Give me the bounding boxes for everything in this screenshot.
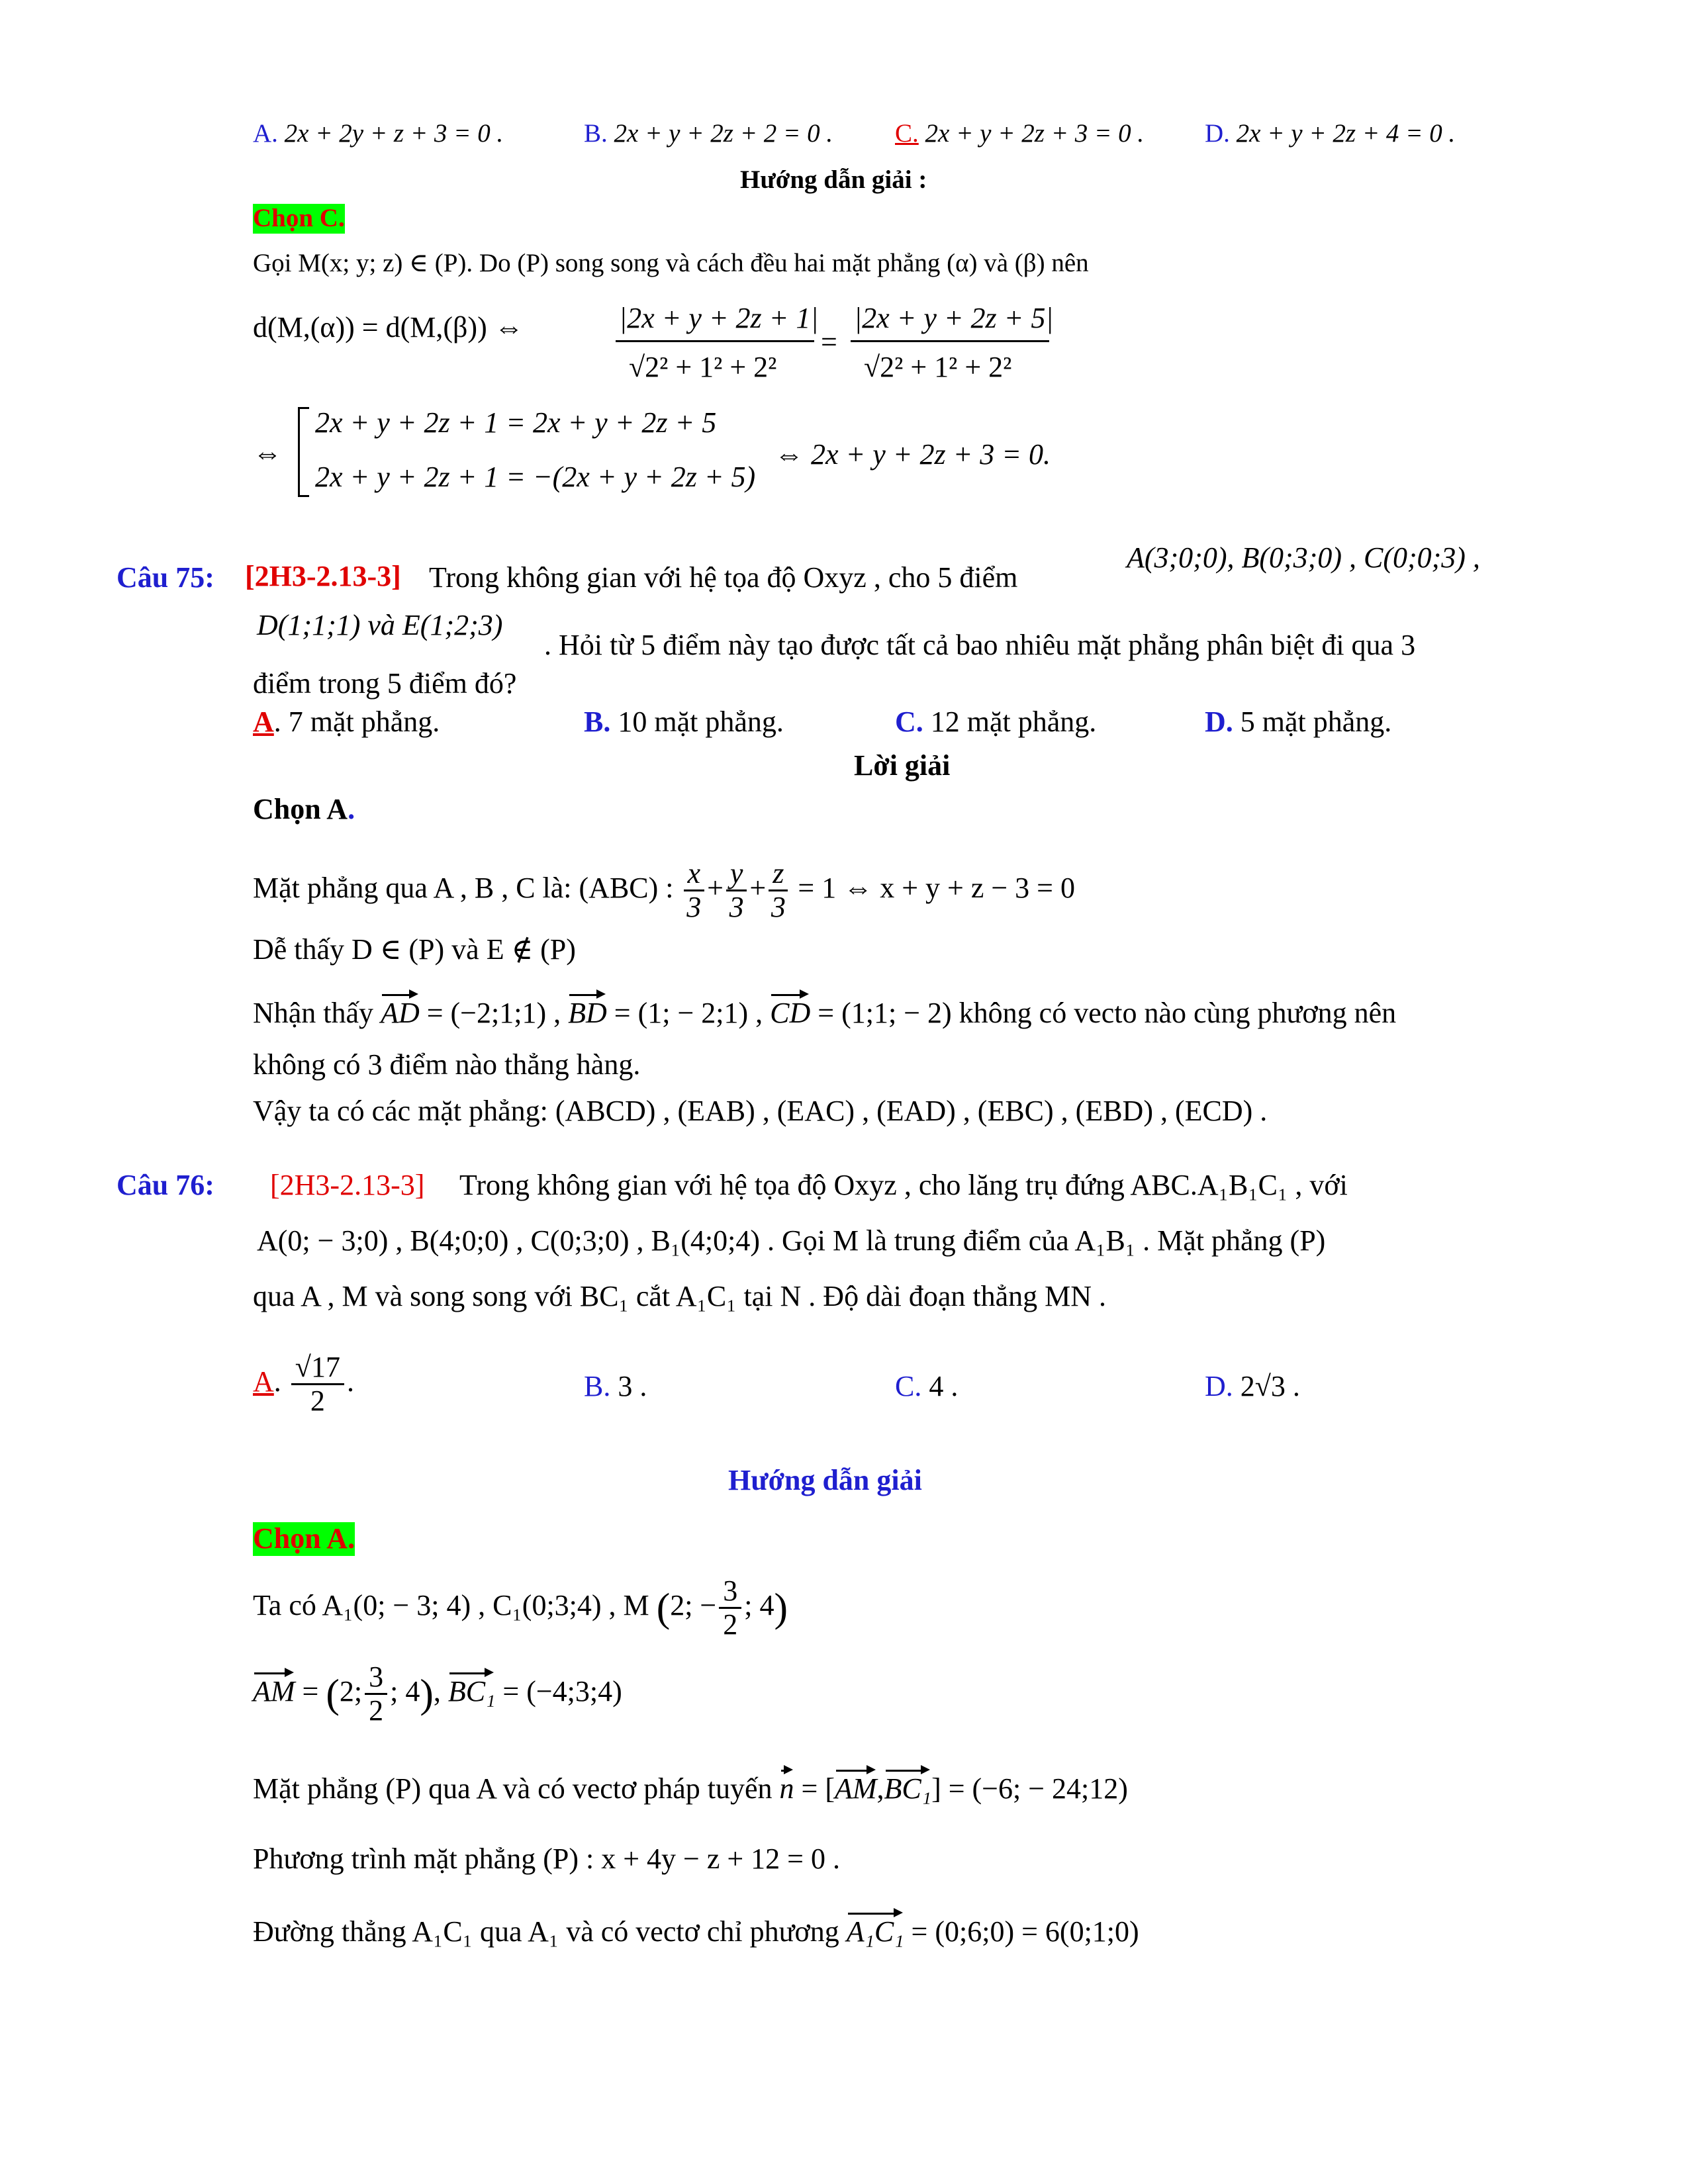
q76-option-d-text: 2√3 . <box>1240 1370 1300 1402</box>
q75-option-c-letter: C. <box>895 705 923 738</box>
q76-line4: Phương trình mặt phẳng (P) : x + 4y − z + 12 = 0 . <box>253 1843 840 1875</box>
q75-option-d-letter: D. <box>1205 705 1233 738</box>
q75-option-c-text: 12 mặt phẳng. <box>930 705 1097 738</box>
q74-option-d: 2x + y + 2z + 4 = 0 . <box>1236 119 1456 148</box>
vector-cd-value: = (1;1; − 2) không có vecto nào cùng phương nên <box>818 997 1397 1029</box>
q75-text2: . Hỏi từ 5 điểm này tạo được tất cả bao nhiêu mặt phẳng phân biệt đi qua 3 <box>544 629 1416 661</box>
q74-option-d-row <box>1205 119 1455 149</box>
q76-option-a-num: √17 <box>291 1351 344 1385</box>
q74-option-d-letter: D. <box>1205 119 1230 148</box>
vector-bc1-2: BC₁ <box>884 1772 932 1805</box>
q75-frac-y-den: 3 <box>729 891 744 924</box>
q74-system-result: ⇔ 2x + y + 2z + 3 = 0. <box>774 438 1051 471</box>
q75-frac-y-num: y <box>726 858 747 891</box>
vector-a1c1: A₁C₁ <box>846 1915 904 1948</box>
q75-option-a-letter: A <box>253 705 274 738</box>
q75-line2: Dễ thấy D ∈ (P) và E ∉ (P) <box>253 933 576 966</box>
q75-code: [2H3-2.13-3] <box>245 560 401 592</box>
q75-points-1: A(3;0;0), B(0;3;0) , C(0;0;3) , <box>1127 541 1480 574</box>
q74-option-a: 2x + 2y + z + 3 = 0 . <box>284 119 504 148</box>
q74-option-b-letter: B. <box>584 119 608 148</box>
q74-system-line2: 2x + y + 2z + 1 = −(2x + y + 2z + 5) <box>315 461 756 493</box>
q75-option-a-text: . 7 mặt phẳng. <box>273 705 440 738</box>
q74-system-line1: 2x + y + 2z + 1 = 2x + y + 2z + 5 <box>315 406 717 439</box>
q75-line3-pre: Nhận thấy <box>253 997 374 1029</box>
q74-option-b-row <box>584 119 833 149</box>
q76-option-a: A. $\frac{√17}{2}$ . <box>253 1351 354 1418</box>
q76-guide-title: Hướng dẫn giải <box>728 1464 922 1496</box>
q74-iff-symbol: ⇔ <box>253 437 282 469</box>
q76-option-a-letter: A <box>253 1365 274 1398</box>
q75-text3: điểm trong 5 điểm đó? <box>253 667 517 700</box>
vector-ad: AD <box>381 997 420 1029</box>
q76-line3: Mặt phẳng (P) qua A và có vectơ pháp tuyến n = [AM,BC₁] = (−6; − 24;12) <box>253 1772 1128 1805</box>
vector-am: AM <box>253 1674 295 1707</box>
q74-line2-left: d(M,(α)) = d(M,(β)) ⇔ <box>253 311 524 343</box>
q75-option-c <box>895 705 1096 739</box>
q74-options-row <box>253 119 503 149</box>
q76-option-c <box>895 1370 958 1404</box>
q76-m-coord-pre: 2; − <box>670 1588 717 1621</box>
q76-m-frac-den: 2 <box>723 1608 738 1641</box>
q75-solution-title: Lời giải <box>854 749 951 782</box>
q76-text1: Trong không gian với hệ tọa độ Oxyz , cho lăng trụ đứng ABC.A₁B₁C₁ , với <box>459 1169 1348 1201</box>
q74-line2 <box>253 311 524 345</box>
q76-chosen: Chọn A. <box>253 1522 355 1555</box>
q76-option-b-text: 3 . <box>618 1370 647 1402</box>
q74-frac2-den-text: 2² + 1² + 2² <box>880 351 1012 383</box>
q76-code: [2H3-2.13-3] <box>270 1169 425 1201</box>
q75-line1-post: = 1 ⇔ x + y + z − 3 = 0 <box>798 871 1075 904</box>
vector-am-2: AM <box>835 1772 877 1805</box>
q76-label: Câu 76: <box>117 1169 214 1201</box>
q75-frac-y <box>726 858 747 924</box>
q74-guide-title: Hướng dẫn giải : <box>740 165 927 194</box>
q76-am-post: ; 4 <box>390 1674 420 1707</box>
q74-frac2-den: √2² + 1² + 2² <box>864 351 1012 383</box>
q76-am-pre: 2; <box>339 1674 363 1707</box>
vector-bd: BD <box>568 997 607 1029</box>
q74-frac1-den: √2² + 1² + 2² <box>629 351 777 383</box>
q76-m-coord-post: ; 4 <box>744 1588 774 1621</box>
q76-line2: AM = (2; $\frac{3}{2}$ ; 4), BC₁ = (−4;3;4) <box>253 1661 622 1727</box>
q75-line3 <box>253 997 1396 1030</box>
q75-frac-z-den: 3 <box>771 891 786 924</box>
q76-am-eq: = <box>302 1674 326 1707</box>
q76-line5 <box>253 1915 1139 1949</box>
q75-label: Câu 75: <box>117 561 214 594</box>
q76-am-frac-num: 3 <box>365 1661 387 1695</box>
q76-option-a-fraction <box>291 1351 344 1418</box>
q75-option-b-letter: B. <box>584 705 611 738</box>
q74-option-c-letter: C. <box>895 119 919 148</box>
q74-frac1-num: |2x + y + 2z + 1| <box>619 302 819 334</box>
q75-chosen-text: Chọn A <box>253 793 348 825</box>
q76-text2: A(0; − 3;0) , B(4;0;0) , C(0;3;0) , B₁(4;0;4) . Gọi M là trung điểm của A₁B₁ . Mặt phẳng (P) <box>257 1224 1326 1257</box>
q74-frac1-bar <box>616 340 814 342</box>
q74-option-c-row <box>895 119 1144 149</box>
q76-option-a-num-val: 17 <box>310 1351 340 1383</box>
q75-frac-x-num: x <box>684 858 705 891</box>
q76-option-d-letter: D. <box>1205 1370 1233 1402</box>
q76-option-a-den: 2 <box>310 1385 325 1418</box>
q74-system-bracket <box>298 407 309 497</box>
q74-chosen: Chọn C. <box>253 204 345 232</box>
q76-line3-mid: = [ <box>801 1772 835 1805</box>
q76-line5-post: = (0;6;0) = 6(0;1;0) <box>911 1915 1139 1948</box>
q76-am-fraction <box>365 1661 387 1727</box>
q75-option-d <box>1205 705 1391 739</box>
q74-equals: = <box>821 326 837 358</box>
q76-option-d <box>1205 1370 1300 1404</box>
q76-line3-post: ] = (−6; − 24;12) <box>931 1772 1128 1805</box>
q76-line3-pre: Mặt phẳng (P) qua A và có vectơ pháp tuyến <box>253 1772 773 1805</box>
q76-am-frac-den: 2 <box>369 1694 384 1727</box>
q76-option-b <box>584 1370 647 1404</box>
q74-option-a-letter: A. <box>253 119 278 148</box>
q74-frac1-den-text: 2² + 1² + 2² <box>645 351 777 383</box>
vector-cd: CD <box>770 997 811 1029</box>
q74-frac2-num: |2x + y + 2z + 5| <box>854 302 1054 334</box>
q75-frac-z <box>769 858 788 924</box>
vector-bc1: BC₁ <box>447 1674 496 1707</box>
q76-option-c-text: 4 . <box>929 1370 959 1402</box>
q76-line5-pre: Đường thẳng A₁C₁ qua A₁ và có vectơ chỉ phương <box>253 1915 839 1948</box>
q76-option-c-letter: C. <box>895 1370 922 1402</box>
q75-text1: Trong không gian với hệ tọa độ Oxyz , cho 5 điểm <box>429 561 1018 594</box>
q75-frac-x <box>684 858 705 924</box>
q75-line1-pre: Mặt phẳng qua A , B , C là: (ABC) : <box>253 871 674 904</box>
q75-option-d-text: 5 mặt phẳng. <box>1240 705 1392 738</box>
q75-chosen <box>253 793 355 827</box>
q75-line4: không có 3 điểm nào thẳng hàng. <box>253 1048 641 1081</box>
q74-option-c: 2x + y + 2z + 3 = 0 . <box>925 119 1145 148</box>
q75-chosen-dot: . <box>348 793 355 825</box>
q74-frac2-bar <box>851 340 1049 342</box>
q76-m-fraction <box>719 1575 741 1641</box>
q75-points-2: D(1;1;1) và E(1;2;3) <box>257 609 503 641</box>
q75-option-a <box>253 705 440 739</box>
vector-n: n <box>779 1772 794 1805</box>
vector-ad-value: = (−2;1;1) , <box>426 997 561 1029</box>
q74-line1: Gọi M(x; y; z) ∈ (P). Do (P) song song và cách đều hai mặt phẳng (α) và (β) nên <box>253 249 1089 277</box>
q76-line1-pre: Ta có A₁(0; − 3; 4) , C₁(0;3;4) , M <box>253 1588 649 1621</box>
vector-bd-value: = (1; − 2;1) , <box>614 997 763 1029</box>
q76-line1: Ta có A₁(0; − 3; 4) , C₁(0;3;4) , M (2; − $\frac{3}{2}$ ; 4) <box>253 1574 788 1641</box>
q75-frac-x-den: 3 <box>686 891 702 924</box>
q75-option-b-text: 10 mặt phẳng. <box>618 705 784 738</box>
q76-option-a-tail: . <box>346 1365 354 1398</box>
q76-bc1-value: = (−4;3;4) <box>502 1674 622 1707</box>
q76-text3: qua A , M và song song với BC₁ cắt A₁C₁ tại N . Độ dài đoạn thẳng MN . <box>253 1280 1106 1312</box>
q75-line5: Vậy ta có các mặt phẳng: (ABCD) , (EAB) , (EAC) , (EAD) , (EBC) , (EBD) , (ECD) . <box>253 1095 1268 1127</box>
q75-frac-z-num: z <box>769 858 788 891</box>
q76-m-frac-num: 3 <box>719 1575 741 1609</box>
q76-option-b-letter: B. <box>584 1370 611 1402</box>
q75-option-b <box>584 705 784 739</box>
q74-option-b: 2x + y + 2z + 2 = 0 . <box>614 119 833 148</box>
q75-line1: Mặt phẳng qua A , B , C là: (ABC) : $\frac{x}{3}$ + $\frac{y}{3}$ + $\frac{z}{3}$ = 1 ⇔ x + y + z − 3 = 0 <box>253 857 1075 924</box>
